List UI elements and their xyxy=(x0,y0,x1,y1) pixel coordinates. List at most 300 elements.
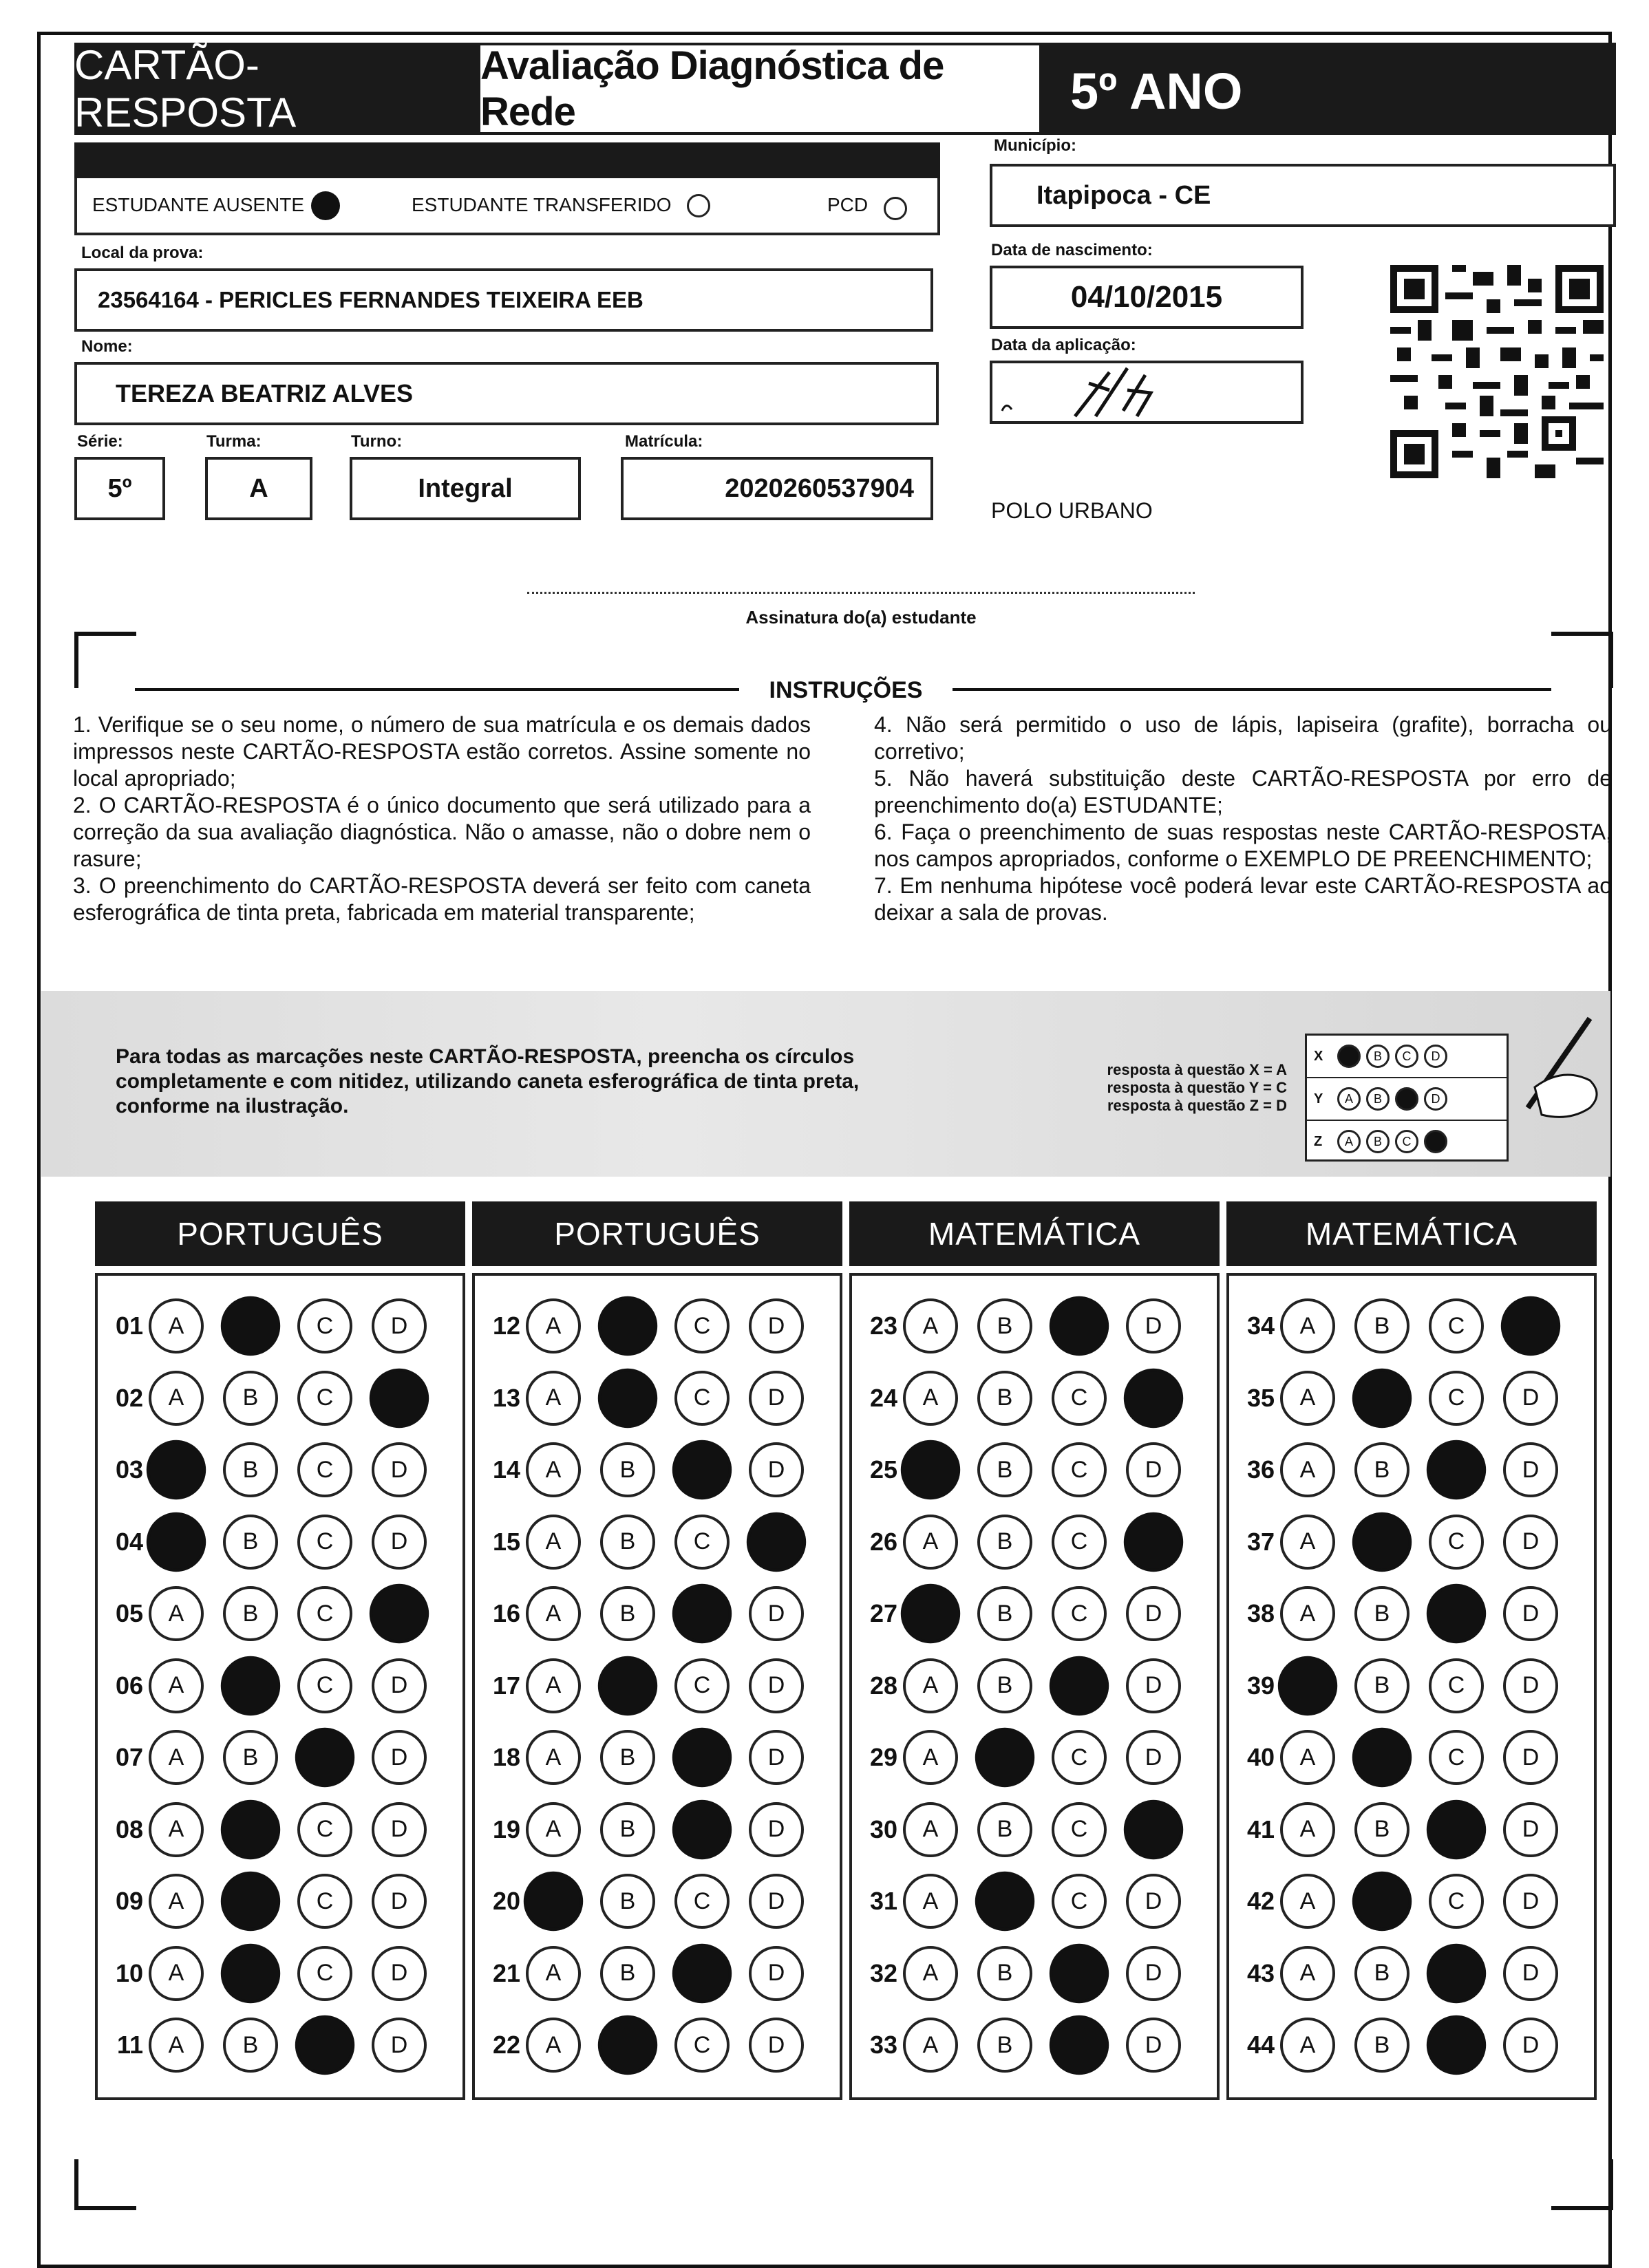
answer-bubble-b[interactable]: B xyxy=(1354,1658,1409,1713)
example-bubble xyxy=(1424,1130,1447,1153)
answer-bubble-c[interactable] xyxy=(672,1440,732,1499)
answer-bubble-c[interactable]: C xyxy=(297,1658,352,1713)
answer-bubble-b[interactable]: B xyxy=(600,1802,655,1857)
hand-pen-icon xyxy=(1487,1012,1610,1128)
answer-column xyxy=(95,1273,465,2100)
answer-bubble-a[interactable]: A xyxy=(526,1298,581,1354)
answer-bubble-c[interactable]: C xyxy=(1429,1874,1484,1929)
example-row xyxy=(1307,1121,1507,1162)
answer-bubble-d[interactable]: D xyxy=(372,1298,427,1354)
answer-bubble-b[interactable]: B xyxy=(977,1658,1032,1713)
answer-bubble-b[interactable] xyxy=(1352,1728,1412,1787)
answer-bubble-a[interactable]: A xyxy=(1280,1802,1335,1857)
question-row xyxy=(98,1583,462,1645)
answer-bubble-a[interactable]: A xyxy=(903,1515,958,1570)
instruction-item: 3. O preenchimento do CARTÃO-RESPOSTA deverá ser feito com caneta esferográfica de tinta preta, fabricada em material transparente; xyxy=(73,873,811,925)
question-row xyxy=(852,1655,1217,1717)
example-bubble: C xyxy=(1395,1045,1418,1068)
answer-bubble-b[interactable]: B xyxy=(1354,1586,1409,1641)
answer-bubble-b[interactable]: B xyxy=(977,1371,1032,1426)
turma-label: Turma: xyxy=(206,432,262,451)
answer-bubble-b[interactable] xyxy=(221,1799,280,1859)
example-row-label: Z xyxy=(1314,1133,1323,1149)
answer-bubble-b[interactable]: B xyxy=(223,1515,278,1570)
answer-bubble-c[interactable]: C xyxy=(1429,1730,1484,1785)
answer-bubble-c[interactable]: C xyxy=(297,1442,352,1497)
answer-bubble-a[interactable] xyxy=(524,1872,583,1931)
answer-column xyxy=(472,1273,842,2100)
answer-bubble-c[interactable] xyxy=(672,1728,732,1787)
answer-bubble-a[interactable]: A xyxy=(149,1730,204,1785)
answer-bubble-d[interactable]: D xyxy=(1503,1442,1558,1497)
answer-bubble-b[interactable]: B xyxy=(600,1442,655,1497)
answer-bubble-b[interactable] xyxy=(598,1368,657,1427)
answer-bubble-c[interactable]: C xyxy=(1429,1658,1484,1713)
question-row xyxy=(98,1655,462,1717)
example-bubble: C xyxy=(1395,1130,1418,1153)
answer-bubble-d[interactable]: D xyxy=(749,1946,804,2001)
question-row xyxy=(1229,1726,1594,1788)
example-row-label: X xyxy=(1314,1048,1323,1064)
question-number: 24 xyxy=(869,1383,897,1412)
question-number: 20 xyxy=(492,1887,520,1915)
answer-bubble-a[interactable]: A xyxy=(903,1658,958,1713)
aplicacao-label: Data da aplicação: xyxy=(991,336,1136,354)
answer-bubble-c[interactable]: C xyxy=(297,1874,352,1929)
answer-bubble-b[interactable] xyxy=(598,1656,657,1715)
question-number: 07 xyxy=(115,1743,143,1771)
nome-field: TEREZA BEATRIZ ALVES xyxy=(74,362,939,425)
status-header xyxy=(74,142,940,178)
answer-bubble-b[interactable]: B xyxy=(223,1371,278,1426)
answer-bubble-c[interactable]: C xyxy=(1052,1442,1107,1497)
example-row xyxy=(1307,1078,1507,1121)
question-row xyxy=(1229,1943,1594,2004)
question-number: 38 xyxy=(1246,1599,1275,1627)
question-number: 35 xyxy=(1246,1383,1275,1412)
answer-bubble-a[interactable] xyxy=(901,1440,960,1499)
answer-bubble-c[interactable]: C xyxy=(297,1298,352,1354)
answer-bubble-a[interactable]: A xyxy=(526,1586,581,1641)
answer-bubble-c[interactable] xyxy=(295,1728,354,1787)
instruction-item: 5. Não haverá substituição deste CARTÃO-RESPOSTA por erro de preenchimento do(a) ESTUDANTE; xyxy=(874,766,1612,817)
question-row xyxy=(852,2014,1217,2076)
signature-line[interactable] xyxy=(527,592,1195,594)
answer-bubble-b[interactable] xyxy=(598,2015,657,2075)
answer-bubble-a[interactable]: A xyxy=(1280,1515,1335,1570)
answer-bubble-c[interactable] xyxy=(1050,1296,1109,1356)
answer-bubble-d[interactable]: D xyxy=(1503,1802,1558,1857)
question-number: 03 xyxy=(115,1455,143,1484)
answer-bubble-c[interactable]: C xyxy=(1052,1874,1107,1929)
answer-bubble-b[interactable]: B xyxy=(223,1586,278,1641)
instructions-title: INSTRUÇÕES xyxy=(769,677,923,703)
answer-bubble-c[interactable]: C xyxy=(1429,1515,1484,1570)
answer-bubble-b[interactable]: B xyxy=(223,1730,278,1785)
answer-bubble-a[interactable]: A xyxy=(526,1515,581,1570)
answer-bubble-a[interactable]: A xyxy=(1280,2018,1335,2073)
absent-bubble-marked[interactable] xyxy=(311,191,340,220)
answer-bubble-d[interactable] xyxy=(1501,1296,1560,1356)
answer-bubble-d[interactable]: D xyxy=(1126,1946,1181,2001)
example-bubble: B xyxy=(1366,1045,1390,1068)
answer-bubble-c[interactable]: C xyxy=(1052,1586,1107,1641)
answer-bubble-d[interactable] xyxy=(370,1368,429,1427)
matricula-label: Matrícula: xyxy=(625,432,703,451)
answer-bubble-a[interactable]: A xyxy=(526,1371,581,1426)
question-row xyxy=(1229,1295,1594,1357)
nome-label: Nome: xyxy=(81,337,133,356)
answer-bubble-a[interactable]: A xyxy=(526,1802,581,1857)
answer-bubble-d[interactable]: D xyxy=(749,2018,804,2073)
question-row xyxy=(98,1870,462,1932)
absent-label: ESTUDANTE AUSENTE xyxy=(92,194,305,215)
answer-bubble-c[interactable]: C xyxy=(674,1658,730,1713)
question-number: 14 xyxy=(492,1455,520,1484)
legend-line: resposta à questão X = A xyxy=(1107,1061,1287,1078)
answer-bubble-c[interactable]: C xyxy=(674,1371,730,1426)
question-number: 12 xyxy=(492,1312,520,1340)
grade-label: 5º ANO xyxy=(1070,62,1243,120)
answer-bubble-a[interactable]: A xyxy=(1280,1298,1335,1354)
instructions-right xyxy=(874,712,1612,926)
answer-bubble-c[interactable] xyxy=(1427,1799,1486,1859)
question-row xyxy=(1229,1583,1594,1645)
nascimento-label: Data de nascimento: xyxy=(991,241,1153,259)
answer-bubble-a[interactable]: A xyxy=(149,1874,204,1929)
question-number: 13 xyxy=(492,1383,520,1412)
answer-bubble-a[interactable]: A xyxy=(149,1802,204,1857)
answer-bubble-a[interactable] xyxy=(1278,1656,1337,1715)
answer-bubble-c[interactable]: C xyxy=(674,2018,730,2073)
answer-bubble-c[interactable]: C xyxy=(1052,1802,1107,1857)
transferred-bubble[interactable] xyxy=(687,194,710,217)
answer-bubble-a[interactable]: A xyxy=(526,1658,581,1713)
answer-bubble-a[interactable]: A xyxy=(149,1298,204,1354)
answer-bubble-a[interactable]: A xyxy=(526,1946,581,2001)
answer-bubble-b[interactable]: B xyxy=(223,2018,278,2073)
answer-column xyxy=(1226,1273,1597,2100)
local-field: 23564164 - PERICLES FERNANDES TEIXEIRA EEB xyxy=(74,268,933,332)
answer-bubble-b[interactable]: B xyxy=(600,1946,655,2001)
turno-label: Turno: xyxy=(351,432,403,451)
answer-bubble-c[interactable]: C xyxy=(297,1946,352,2001)
answer-bubble-d[interactable]: D xyxy=(1126,2018,1181,2073)
answer-bubble-a[interactable] xyxy=(147,1512,206,1571)
turma-field: A xyxy=(205,457,312,520)
answer-bubble-d[interactable]: D xyxy=(1503,1874,1558,1929)
question-number: 41 xyxy=(1246,1815,1275,1843)
answer-bubble-a[interactable]: A xyxy=(903,1946,958,2001)
answer-bubble-b[interactable] xyxy=(1352,1872,1412,1931)
answer-bubble-d[interactable]: D xyxy=(749,1802,804,1857)
nascimento-field: 04/10/2015 xyxy=(990,266,1304,329)
question-number: 25 xyxy=(869,1455,897,1484)
answer-bubble-d[interactable]: D xyxy=(372,1658,427,1713)
answer-bubble-d[interactable]: D xyxy=(1503,1730,1558,1785)
answer-bubble-d[interactable]: D xyxy=(372,1730,427,1785)
question-row xyxy=(1229,1870,1594,1932)
question-number: 02 xyxy=(115,1383,143,1412)
question-row xyxy=(475,1511,840,1573)
answer-bubble-c[interactable]: C xyxy=(1052,1371,1107,1426)
answer-bubble-a[interactable]: A xyxy=(149,2018,204,2073)
answer-bubble-d[interactable]: D xyxy=(1126,1730,1181,1785)
answer-bubble-d[interactable]: D xyxy=(1126,1874,1181,1929)
question-number: 19 xyxy=(492,1815,520,1843)
answer-bubble-a[interactable]: A xyxy=(149,1586,204,1641)
question-row xyxy=(475,1943,840,2004)
answer-bubble-d[interactable]: D xyxy=(749,1730,804,1785)
answer-bubble-d[interactable] xyxy=(1124,1512,1183,1571)
answer-bubble-d[interactable]: D xyxy=(1126,1442,1181,1497)
answer-bubble-b[interactable] xyxy=(221,1296,280,1356)
example-text: Para todas as marcações neste CARTÃO-RESPOSTA, preencha os círculos completamente e com nitidez, utilizando caneta esferográfica de tinta preta, conforme na ilustração. xyxy=(116,1045,860,1117)
question-number: 15 xyxy=(492,1527,520,1556)
answer-bubble-a[interactable]: A xyxy=(1280,1874,1335,1929)
answer-bubble-a[interactable]: A xyxy=(526,1730,581,1785)
answer-bubble-a[interactable]: A xyxy=(903,1730,958,1785)
answer-bubble-a[interactable]: A xyxy=(903,1874,958,1929)
instruction-item: 4. Não será permitido o uso de lápis, lapiseira (grafite), borracha ou corretivo; xyxy=(874,712,1612,764)
answer-bubble-c[interactable] xyxy=(1050,2015,1109,2075)
answer-bubble-b[interactable]: B xyxy=(600,1874,655,1929)
answer-bubble-c[interactable]: C xyxy=(297,1515,352,1570)
answer-bubble-a[interactable] xyxy=(147,1440,206,1499)
answer-bubble-b[interactable] xyxy=(1352,1368,1412,1427)
question-number: 30 xyxy=(869,1815,897,1843)
answer-bubble-a[interactable]: A xyxy=(526,1442,581,1497)
section-title: PORTUGUÊS xyxy=(472,1201,842,1266)
question-number: 31 xyxy=(869,1887,897,1915)
answer-bubble-d[interactable]: D xyxy=(749,1874,804,1929)
answer-bubble-c[interactable] xyxy=(672,1943,732,2002)
answer-bubble-d[interactable]: D xyxy=(749,1442,804,1497)
pcd-bubble[interactable] xyxy=(884,197,907,220)
question-row xyxy=(852,1511,1217,1573)
answer-bubble-c[interactable]: C xyxy=(1052,1730,1107,1785)
qr-code xyxy=(1390,263,1604,480)
question-row xyxy=(475,1439,840,1501)
answer-bubble-b[interactable]: B xyxy=(977,1442,1032,1497)
answer-bubble-c[interactable]: C xyxy=(1429,1371,1484,1426)
transferred-label: ESTUDANTE TRANSFERIDO xyxy=(412,194,672,215)
answer-bubble-b[interactable] xyxy=(221,1656,280,1715)
answer-bubble-a[interactable]: A xyxy=(149,1371,204,1426)
answer-bubble-c[interactable] xyxy=(1427,1440,1486,1499)
corner-mark xyxy=(1551,632,1613,688)
question-number: 29 xyxy=(869,1743,897,1771)
answer-bubble-c[interactable] xyxy=(672,1799,732,1859)
title-rule xyxy=(135,688,739,691)
answer-bubble-c[interactable] xyxy=(295,2015,354,2075)
answer-bubble-c[interactable]: C xyxy=(674,1874,730,1929)
answer-bubble-d[interactable]: D xyxy=(372,1874,427,1929)
answer-bubble-d[interactable] xyxy=(370,1584,429,1643)
answer-bubble-a[interactable]: A xyxy=(903,1298,958,1354)
answer-bubble-b[interactable] xyxy=(221,1943,280,2002)
answer-bubble-c[interactable] xyxy=(1427,1943,1486,2002)
question-row xyxy=(1229,1367,1594,1429)
answer-bubble-a[interactable]: A xyxy=(1280,1946,1335,2001)
question-row xyxy=(475,1367,840,1429)
answer-bubble-c[interactable]: C xyxy=(297,1802,352,1857)
question-number: 23 xyxy=(869,1312,897,1340)
answer-bubble-a[interactable]: A xyxy=(1280,1371,1335,1426)
question-row xyxy=(1229,1511,1594,1573)
answer-bubble-a[interactable]: A xyxy=(1280,1730,1335,1785)
question-number: 04 xyxy=(115,1527,143,1556)
corner-mark xyxy=(74,2159,136,2210)
question-row xyxy=(852,1870,1217,1932)
question-row xyxy=(852,1439,1217,1501)
instruction-item: 2. O CARTÃO-RESPOSTA é o único documento que será utilizado para a correção da sua avaliação diagnóstica. Não o amasse, não o dobre nem o rasure; xyxy=(73,793,811,871)
question-number: 21 xyxy=(492,1958,520,1987)
question-row xyxy=(1229,1799,1594,1861)
answer-bubble-d[interactable]: D xyxy=(1126,1658,1181,1713)
answer-bubble-b[interactable]: B xyxy=(1354,1946,1409,2001)
answer-bubble-b[interactable]: B xyxy=(977,1515,1032,1570)
question-number: 42 xyxy=(1246,1887,1275,1915)
answer-bubble-c[interactable]: C xyxy=(297,1586,352,1641)
question-number: 44 xyxy=(1246,2031,1275,2059)
answer-bubble-b[interactable] xyxy=(975,1728,1034,1787)
question-number: 26 xyxy=(869,1527,897,1556)
example-bubble: D xyxy=(1424,1087,1447,1111)
example-bubble: D xyxy=(1424,1045,1447,1068)
answer-bubble-b[interactable]: B xyxy=(977,1802,1032,1857)
answer-bubble-b[interactable] xyxy=(1352,1512,1412,1571)
question-number: 01 xyxy=(115,1312,143,1340)
answer-bubble-d[interactable]: D xyxy=(1503,1371,1558,1426)
question-number: 28 xyxy=(869,1671,897,1700)
answer-bubble-c[interactable]: C xyxy=(674,1515,730,1570)
signature-label: Assinatura do(a) estudante xyxy=(745,607,977,628)
answer-bubble-c[interactable]: C xyxy=(674,1298,730,1354)
answer-bubble-d[interactable]: D xyxy=(372,1802,427,1857)
question-number: 40 xyxy=(1246,1743,1275,1771)
answer-bubble-d[interactable]: D xyxy=(1126,1298,1181,1354)
answer-bubble-c[interactable] xyxy=(1050,1656,1109,1715)
answer-bubble-b[interactable]: B xyxy=(977,2018,1032,2073)
answer-bubble-c[interactable] xyxy=(672,1584,732,1643)
pcd-label: PCD xyxy=(827,194,869,215)
section-title: MATEMÁTICA xyxy=(849,1201,1220,1266)
answer-bubble-b[interactable] xyxy=(221,1872,280,1931)
answer-bubble-b[interactable]: B xyxy=(1354,1442,1409,1497)
example-row-label: Y xyxy=(1314,1091,1323,1106)
aplicacao-field[interactable] xyxy=(990,361,1304,424)
question-row xyxy=(98,1943,462,2004)
question-row xyxy=(475,1799,840,1861)
answer-bubble-b[interactable]: B xyxy=(600,1586,655,1641)
answer-bubble-d[interactable]: D xyxy=(372,1442,427,1497)
answer-bubble-d[interactable]: D xyxy=(749,1658,804,1713)
answer-bubble-b[interactable]: B xyxy=(1354,2018,1409,2073)
example-bubble: A xyxy=(1337,1087,1361,1111)
answer-bubble-d[interactable]: D xyxy=(1503,1586,1558,1641)
question-number: 08 xyxy=(115,1815,143,1843)
answer-bubble-c[interactable]: C xyxy=(1052,1515,1107,1570)
answer-bubble-b[interactable]: B xyxy=(600,1515,655,1570)
answer-bubble-d[interactable]: D xyxy=(749,1371,804,1426)
answer-bubble-a[interactable]: A xyxy=(903,2018,958,2073)
answer-bubble-b[interactable]: B xyxy=(977,1586,1032,1641)
answer-bubble-b[interactable]: B xyxy=(223,1442,278,1497)
answer-bubble-b[interactable]: B xyxy=(1354,1802,1409,1857)
answer-bubble-d[interactable]: D xyxy=(749,1298,804,1354)
corner-mark xyxy=(74,632,136,688)
question-number: 36 xyxy=(1246,1455,1275,1484)
answer-bubble-b[interactable]: B xyxy=(1354,1298,1409,1354)
answer-bubble-d[interactable] xyxy=(1124,1799,1183,1859)
question-number: 10 xyxy=(115,1958,143,1987)
question-row xyxy=(475,1870,840,1932)
question-row xyxy=(475,1655,840,1717)
question-number: 06 xyxy=(115,1671,143,1700)
answer-bubble-d[interactable]: D xyxy=(749,1586,804,1641)
answer-bubble-b[interactable]: B xyxy=(977,1298,1032,1354)
answer-bubble-a[interactable]: A xyxy=(1280,1442,1335,1497)
legend-line: resposta à questão Y = C xyxy=(1107,1079,1287,1096)
question-number: 43 xyxy=(1246,1958,1275,1987)
answer-bubble-d[interactable]: D xyxy=(1503,2018,1558,2073)
answer-bubble-d[interactable]: D xyxy=(1503,1658,1558,1713)
answer-bubble-d[interactable]: D xyxy=(1503,1946,1558,2001)
answer-bubble-c[interactable]: C xyxy=(1429,1298,1484,1354)
answer-bubble-b[interactable]: B xyxy=(600,1730,655,1785)
answer-bubble-d[interactable]: D xyxy=(372,2018,427,2073)
answer-bubble-d[interactable]: D xyxy=(372,1946,427,2001)
answer-bubble-a[interactable]: A xyxy=(1280,1586,1335,1641)
answer-bubble-b[interactable]: B xyxy=(977,1946,1032,2001)
question-number: 22 xyxy=(492,2031,520,2059)
answer-bubble-a[interactable]: A xyxy=(149,1946,204,2001)
answer-bubble-d[interactable]: D xyxy=(372,1515,427,1570)
matricula-field: 2020260537904 xyxy=(621,457,933,520)
question-number: 11 xyxy=(116,2031,143,2059)
answer-bubble-a[interactable] xyxy=(901,1584,960,1643)
answer-bubble-a[interactable]: A xyxy=(903,1802,958,1857)
question-row xyxy=(98,1367,462,1429)
question-number: 37 xyxy=(1246,1527,1275,1556)
answer-bubble-a[interactable]: A xyxy=(903,1371,958,1426)
question-number: 33 xyxy=(869,2031,897,2059)
municipio-label: Município: xyxy=(994,136,1076,155)
answer-bubble-b[interactable] xyxy=(975,1872,1034,1931)
question-row xyxy=(475,1295,840,1357)
answer-bubble-c[interactable] xyxy=(1427,1584,1486,1643)
answer-bubble-d[interactable]: D xyxy=(1503,1515,1558,1570)
answer-bubble-a[interactable]: A xyxy=(526,2018,581,2073)
answer-bubble-c[interactable]: C xyxy=(297,1371,352,1426)
example-bubble xyxy=(1395,1087,1418,1111)
corner-mark xyxy=(1551,2159,1613,2210)
answer-bubble-c[interactable] xyxy=(1050,1943,1109,2002)
answer-bubble-b[interactable] xyxy=(598,1296,657,1356)
answer-bubble-c[interactable] xyxy=(1427,2015,1486,2075)
answer-bubble-d[interactable] xyxy=(747,1512,806,1571)
question-row xyxy=(1229,2014,1594,2076)
answer-bubble-a[interactable]: A xyxy=(149,1658,204,1713)
answer-bubble-d[interactable] xyxy=(1124,1368,1183,1427)
example-bubble xyxy=(1337,1045,1361,1068)
title-rule xyxy=(953,688,1551,691)
question-row xyxy=(852,1726,1217,1788)
instruction-item: 1. Verifique se o seu nome, o número de sua matrícula e os demais dados impressos neste CARTÃO-RESPOSTA estão corretos. Assine somente no local apropriado; xyxy=(73,712,811,791)
answer-bubble-d[interactable]: D xyxy=(1126,1586,1181,1641)
turno-field: Integral xyxy=(350,457,581,520)
